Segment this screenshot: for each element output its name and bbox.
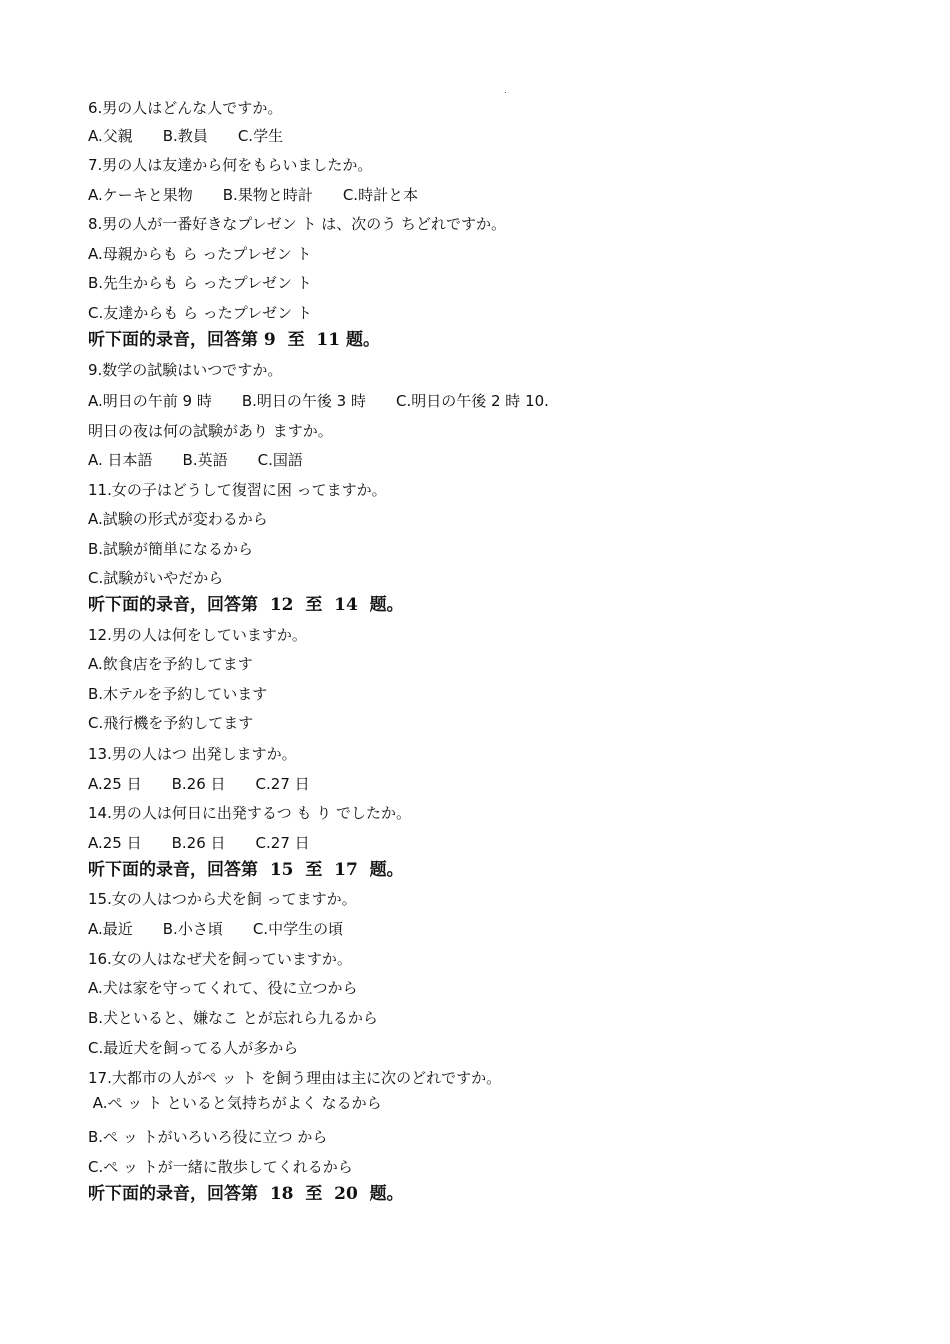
section-heading-12-14: 听下面的录音，回答第 12 至 14 题。 (88, 595, 404, 615)
option-17a: A.ぺ ッ ト といると気持ちがよく なるから (88, 1094, 382, 1112)
question-6: 6.男の人はどんな人ですか。 (88, 99, 283, 117)
section-heading-18-20: 听下面的录音，回答第 18 至 20 题。 (88, 1184, 404, 1204)
question-9: 9.数学の試験はいつですか。 (88, 361, 283, 379)
option-16a: A.犬は家を守ってくれて、役に立つから (88, 979, 358, 997)
question-12: 12.男の人は何をしていますか。 (88, 626, 307, 644)
option-11b: B.試験が簡単になるから (88, 540, 254, 558)
question-17: 17.大都市の人がぺ ッ ト を飼う理由は主に次のどれですか。 (88, 1069, 502, 1087)
option-17c: C.ぺ ッ トが一緒に散歩してくれるから (88, 1158, 353, 1176)
section-heading-9-11: 听下面的录音，回答第 9 至 11 题。 (88, 330, 380, 350)
question-16: 16.女の人はなぜ犬を飼っていますか。 (88, 950, 352, 968)
question-15: 15.女の人はつから犬を飼 ってますか。 (88, 890, 357, 908)
section-heading-15-17: 听下面的录音，回答第 15 至 17 题。 (88, 860, 404, 880)
option-8b: B.先生からも ら ったプレゼン ト (88, 274, 312, 292)
options-9: A.明日の午前 9 時 B.明日の午後 3 時 C.明日の午後 2 時 10. (88, 392, 549, 410)
options-14: A.25 日 B.26 日 C.27 日 (88, 834, 310, 852)
option-11c: C.試験がいやだから (88, 569, 224, 587)
option-12b: B.木テルを予約しています (88, 685, 268, 703)
option-11a: A.試験の形式が変わるから (88, 510, 268, 528)
option-12a: A.飲食店を予約してます (88, 655, 253, 673)
options-13: A.25 日 B.26 日 C.27 日 (88, 775, 310, 793)
question-7: 7.男の人は友達から何をもらいましたか。 (88, 156, 373, 174)
question-10: 明日の夜は何の試験があり ますか。 (88, 422, 333, 440)
question-11: 11.女の子はどうして復習に困 ってますか。 (88, 481, 387, 499)
question-13: 13.男の人はつ 出発しますか。 (88, 745, 297, 763)
option-16b: B.犬といると、嫌なこ とが忘れら九るから (88, 1009, 378, 1027)
options-7: A.ケーキと果物 B.果物と時計 C.時計と本 (88, 186, 419, 204)
option-8a: A.母親からも ら ったプレゼン ト (88, 245, 312, 263)
options-10: A. 日本語 B.英語 C.国語 (88, 451, 303, 469)
question-8: 8.男の人が一番好きなプレゼン ト は、次のう ちどれですか。 (88, 215, 507, 233)
option-17b: B.ぺ ッ トがいろいろ役に立つ から (88, 1128, 328, 1146)
options-6: A.父親 B.教員 C.学生 (88, 127, 284, 145)
question-14: 14.男の人は何日に出発するつ も り でしたか。 (88, 804, 412, 822)
option-16c: C.最近犬を飼ってる人が多から (88, 1039, 299, 1057)
option-8c: C.友達からも ら ったプレゼン ト (88, 304, 312, 322)
stray-dot (505, 92, 506, 93)
option-12c: C.飛行機を予約してます (88, 714, 254, 732)
options-15: A.最近 B.小さ頃 C.中学生の頃 (88, 920, 344, 938)
